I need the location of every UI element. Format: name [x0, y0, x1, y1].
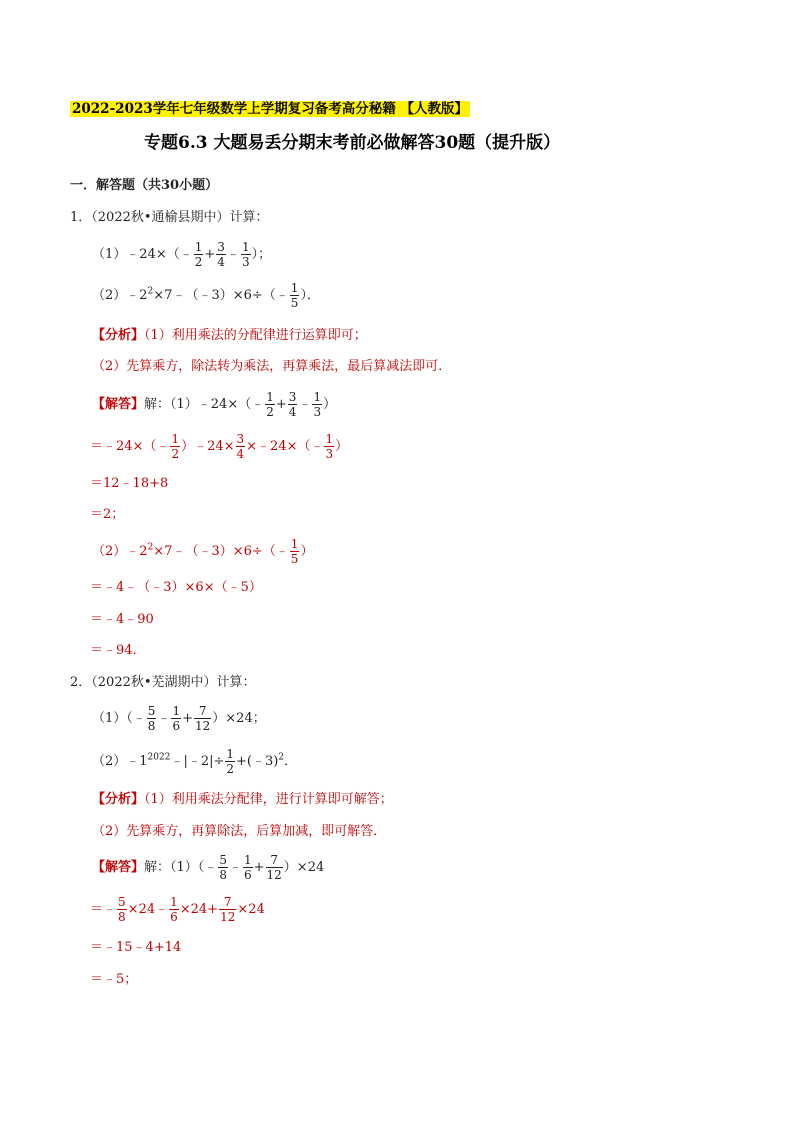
q2-stem: 2．（2022秋•芜湖期中）计算： — [70, 675, 256, 690]
q1-p1-prefix: （1）﹣24×（ — [92, 247, 180, 262]
banner — [70, 99, 470, 120]
q1-analysis-2: （2）先算乘方，除法转为乘法，再算乘法，最后算减法即可． — [92, 359, 452, 374]
q2-analysis-2: （2）先算乘方，再算除法，后算加减，即可解答． — [92, 824, 387, 839]
q1-analysis-1: 【分析】（1）利用乘法的分配律进行运算即可； — [92, 328, 367, 343]
q1-stem: 1．（2022秋•通榆县期中）计算： — [70, 210, 269, 225]
q2-step2: ＝﹣15﹣4+14 — [90, 940, 182, 955]
q1-p2-step1: ＝﹣4﹣（﹣3）×6×（﹣5） — [90, 580, 262, 595]
q1-part2: $(2)﹣2^2\times 7﹣(﹣3)\times 6\div(﹣$ $\frac{1}{5}$ ）． — [92, 281, 320, 310]
q1-p2-step3: ＝﹣94． — [90, 643, 146, 658]
fraction: $\frac{3}{4}$ — [217, 240, 225, 269]
q2-analysis-1: 【分析】（1）利用乘法分配律，进行计算即可解答； — [92, 792, 393, 807]
q2-answer-intro: 【解答】解：（1）（﹣ $\frac{5}{8}$ ﹣ $\frac{1}{6}$ + $\frac{7}{12}$ ）×24 — [92, 853, 325, 882]
fraction: $\frac{1}{3}$ — [241, 240, 250, 269]
q1-part2-answer: $(2)﹣2^2\times 7﹣(﹣3)\times 6\div(﹣$ $\frac{1}{5}$ ） — [92, 537, 314, 566]
q1-step1: ＝﹣24×（﹣ $\frac{1}{2}$ ）﹣24× $\frac{3}{4}$ ×﹣24×（﹣ $\frac{1}{3}$ ） — [90, 432, 349, 461]
q1-part1: （1）﹣24×（﹣ $\frac{1}{2}$ + $\frac{3}{4}$ ﹣ $\frac{1}{3}$ ）； — [92, 240, 272, 269]
q2-part1: （1）（﹣ $\frac{5}{8}$ ﹣ $\frac{1}{6}$ + $\frac{7}{12}$ ）×24； — [92, 704, 266, 733]
q2-step3: ＝﹣5； — [90, 972, 138, 987]
fraction: $\frac{1}{2}$ — [194, 240, 203, 269]
banner-text: 2022-2023学年七年级数学上学期复习备考高分秘籍 【人教版】 — [72, 101, 468, 117]
q1-step2: ＝12﹣18+8 — [90, 476, 169, 491]
q1-p2-step2: ＝﹣4﹣90 — [90, 612, 154, 627]
q1-step3: ＝2； — [90, 507, 125, 522]
page-title: 专题6.3 大题易丢分期末考前必做解答30题（提升版） — [144, 133, 561, 153]
fraction: $\frac{1}{5}$ — [290, 281, 299, 310]
q2-step1: ＝﹣ $\frac{5}{8}$ ×24﹣ $\frac{1}{6}$ ×24+ $\frac{7}{12}$ ×24 — [90, 895, 265, 924]
q2-part2: $(2)﹣1^{2022}﹣|﹣2|\div$ $\frac{1}{2}$ +(﹣3)$^2$． — [92, 747, 298, 776]
section-heading: 一．解答题（共30小题） — [70, 178, 219, 193]
q1-answer-intro: 【解答】解：（1）﹣24×（﹣ $\frac{1}{2}$ + $\frac{3}{4}$ ﹣ $\frac{1}{3}$ ） — [92, 390, 337, 419]
